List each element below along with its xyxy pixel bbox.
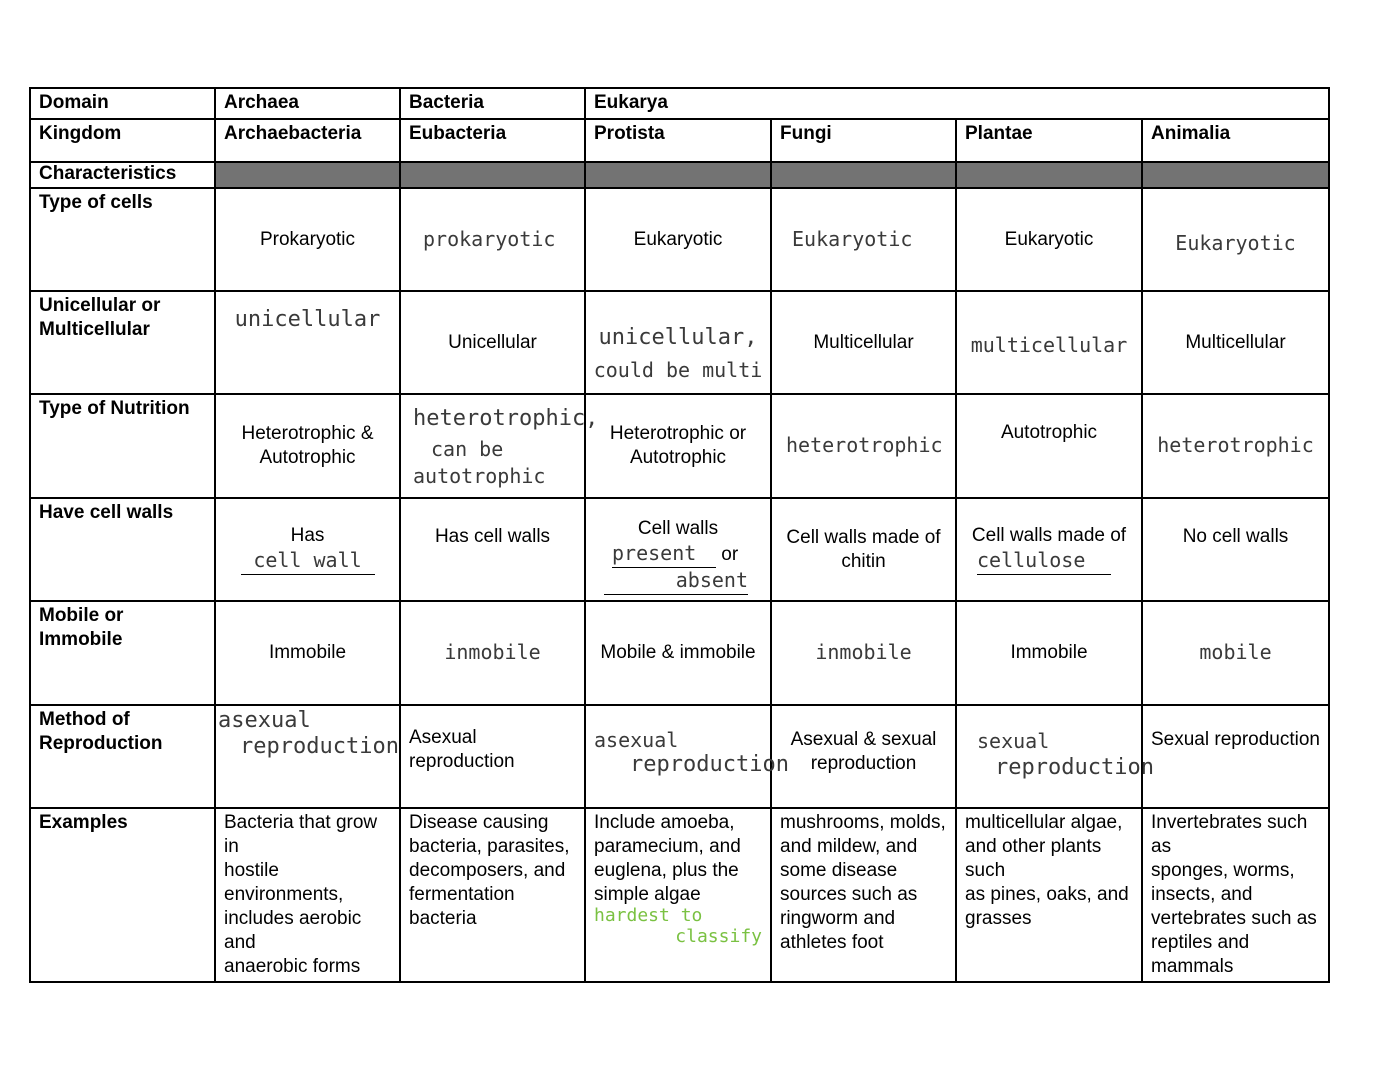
handwritten-archae-unicell: unicellular bbox=[234, 307, 381, 332]
cell-archae-nutrition-2: Autotrophic bbox=[259, 447, 356, 468]
handwritten-eubac-nutrition-2: can be bbox=[431, 437, 504, 461]
handwritten-archae-repro-1: asexual bbox=[218, 708, 311, 733]
handwritten-fungi-nutrition: heterotrophic bbox=[786, 433, 943, 457]
gray-bar bbox=[585, 162, 771, 188]
handwritten-protista-absent: absent bbox=[675, 567, 748, 592]
handwritten-plantae-cellulose: cellulose bbox=[977, 548, 1086, 572]
cell-protista-cells: Eukaryotic bbox=[585, 188, 771, 291]
domain-eukarya: Eukarya bbox=[585, 88, 1329, 119]
example-line: ringworm and bbox=[780, 908, 896, 929]
handwritten-protista-multi: could be multi bbox=[593, 357, 763, 382]
cell-fungi-unicell: Multicellular bbox=[771, 291, 956, 394]
handwritten-archae-repro-2: reproduction bbox=[240, 734, 399, 759]
example-line: bacteria, parasites, bbox=[409, 836, 570, 857]
cell-plantae-walls-1: Cell walls made of bbox=[971, 525, 1127, 546]
cell-plantae-nutrition: Autotrophic bbox=[956, 394, 1142, 498]
handwritten-fungi-mobile: inmobile bbox=[815, 640, 912, 664]
domain-archaea: Archaea bbox=[215, 88, 400, 119]
row-nutrition bbox=[30, 394, 1329, 498]
cell-fungi-walls-1: Cell walls made of bbox=[786, 526, 941, 548]
green-note-1: hardest to bbox=[594, 905, 703, 926]
kingdom-fungi: Fungi bbox=[771, 119, 956, 162]
green-note-2: classify bbox=[675, 926, 762, 947]
handwritten-protista-repro-1: asexual bbox=[594, 728, 679, 752]
handwritten-plantae-repro-2: reproduction bbox=[995, 755, 1154, 780]
cell-archae-walls-1: Has bbox=[290, 525, 325, 546]
example-line: simple algae bbox=[594, 884, 701, 905]
characteristics-label: Characteristics bbox=[30, 162, 215, 188]
example-line: euglena, plus the bbox=[594, 860, 739, 881]
cell-eubac-repro: Asexual reproduction bbox=[400, 705, 585, 808]
example-line: anaerobic forms bbox=[224, 956, 361, 977]
example-line: fermentation bacteria bbox=[409, 884, 515, 929]
handwritten-animalia-nutrition: heterotrophic bbox=[1157, 433, 1314, 457]
example-line: sources such as bbox=[780, 884, 918, 905]
handwritten-animalia-mobile: mobile bbox=[1199, 640, 1272, 664]
kingdom-plantae: Plantae bbox=[956, 119, 1142, 162]
row-label: Type of cells bbox=[30, 188, 215, 291]
handwritten-eubac-nutrition-1: heterotrophic, bbox=[413, 406, 599, 431]
example-line: hostile environments, bbox=[224, 860, 344, 905]
kingdom-archaebacteria: Archaebacteria bbox=[215, 119, 400, 162]
cell-protista-mobile: Mobile & immobile bbox=[585, 601, 771, 705]
example-line: and mildew, and bbox=[780, 836, 918, 857]
example-line: mushrooms, molds, bbox=[780, 812, 946, 833]
gray-bar bbox=[1142, 162, 1329, 188]
cell-fungi-walls-2: chitin bbox=[841, 550, 886, 572]
example-line: includes aerobic and bbox=[224, 908, 362, 953]
example-line: Bacteria that grow in bbox=[224, 812, 378, 857]
example-line: insects, and bbox=[1151, 884, 1253, 905]
gray-bar bbox=[400, 162, 585, 188]
row-label: Reproduction bbox=[39, 733, 163, 754]
example-line: Invertebrates such as bbox=[1151, 812, 1308, 857]
example-line: decomposers, and bbox=[409, 860, 566, 881]
cell-archae-cells: Prokaryotic bbox=[215, 188, 400, 291]
cell-plantae-mobile: Immobile bbox=[956, 601, 1142, 705]
example-line: vertebrates such as bbox=[1151, 908, 1317, 929]
row-type-of-cells bbox=[30, 188, 1329, 291]
cell-eubac-walls: Has cell walls bbox=[400, 498, 585, 601]
row-label: Multicellular bbox=[39, 319, 150, 340]
cell-archae-mobile: Immobile bbox=[215, 601, 400, 705]
handwritten-fungi-cells: Eukaryotic bbox=[792, 226, 913, 251]
domain-bacteria: Bacteria bbox=[400, 88, 585, 119]
kingdom-animalia: Animalia bbox=[1142, 119, 1329, 162]
cell-plantae-cells: Eukaryotic bbox=[956, 188, 1142, 291]
cell-fungi-repro-1: Asexual & sexual bbox=[790, 729, 937, 750]
example-line: grasses bbox=[965, 908, 1032, 929]
kingdom-label: Kingdom bbox=[30, 119, 215, 162]
row-label: Mobile or Immobile bbox=[30, 601, 215, 705]
classification-table bbox=[29, 87, 1330, 983]
cell-protista-walls-1: Cell walls bbox=[637, 517, 719, 539]
row-label: Method of bbox=[39, 709, 130, 730]
domain-label: Domain bbox=[30, 88, 215, 119]
handwritten-eubac-nutrition-3: autotrophic bbox=[413, 464, 546, 488]
cell-animalia-walls: No cell walls bbox=[1142, 498, 1329, 601]
example-line: Disease causing bbox=[409, 812, 549, 833]
row-reproduction bbox=[30, 705, 1329, 808]
handwritten-protista-present: present bbox=[612, 540, 697, 565]
domain-row bbox=[30, 88, 1329, 119]
example-line: reptiles and bbox=[1151, 932, 1250, 953]
row-label: Examples bbox=[30, 808, 215, 982]
characteristics-row bbox=[30, 162, 1329, 188]
handwritten-protista-unicell: unicellular, bbox=[598, 324, 758, 350]
handwritten-eubac-cells: prokaryotic bbox=[423, 226, 556, 251]
example-line: mammals bbox=[1151, 956, 1234, 977]
example-line: some disease bbox=[780, 860, 898, 881]
cell-fungi-repro-2: reproduction bbox=[810, 753, 917, 774]
gray-bar bbox=[771, 162, 956, 188]
cell-animalia-unicell: Multicellular bbox=[1142, 291, 1329, 394]
cell-eubac-unicell: Unicellular bbox=[400, 291, 585, 394]
example-line: and other plants such bbox=[965, 836, 1102, 881]
example-line: paramecium, and bbox=[594, 836, 741, 857]
example-line: as pines, oaks, and bbox=[965, 884, 1129, 905]
row-examples bbox=[30, 808, 1329, 982]
row-label: Type of Nutrition bbox=[30, 394, 215, 498]
gray-bar bbox=[215, 162, 400, 188]
handwritten-plantae-repro-1: sexual bbox=[977, 729, 1050, 753]
handwritten-animalia-cells: Eukaryotic bbox=[1175, 230, 1296, 255]
handwritten-plantae-unicell: multicellular bbox=[970, 332, 1128, 357]
handwritten-eubac-mobile: inmobile bbox=[444, 640, 541, 664]
handwritten-archae-wall: cell wall bbox=[253, 548, 362, 572]
cell-protista-nutrition-2: Autotrophic bbox=[629, 447, 727, 468]
row-label: Have cell walls bbox=[30, 498, 215, 601]
row-mobile bbox=[30, 601, 1329, 705]
example-line: athletes foot bbox=[780, 932, 884, 953]
kingdom-eubacteria: Eubacteria bbox=[400, 119, 585, 162]
example-line: Include amoeba, bbox=[594, 812, 735, 833]
row-unicellular bbox=[30, 291, 1329, 394]
cell-protista-or: or bbox=[721, 543, 739, 565]
gray-bar bbox=[956, 162, 1142, 188]
row-label: Unicellular or bbox=[39, 295, 161, 316]
cell-animalia-repro: Sexual reproduction bbox=[1142, 705, 1329, 808]
cell-protista-nutrition-1: Heterotrophic or bbox=[609, 423, 747, 444]
kingdom-row bbox=[30, 119, 1329, 162]
cell-archae-nutrition-1: Heterotrophic & bbox=[241, 423, 374, 444]
kingdom-protista: Protista bbox=[585, 119, 771, 162]
handwritten-protista-repro-2: reproduction bbox=[630, 752, 789, 777]
row-cell-walls bbox=[30, 498, 1329, 601]
example-line: multicellular algae, bbox=[965, 812, 1123, 833]
example-line: sponges, worms, bbox=[1151, 860, 1295, 881]
